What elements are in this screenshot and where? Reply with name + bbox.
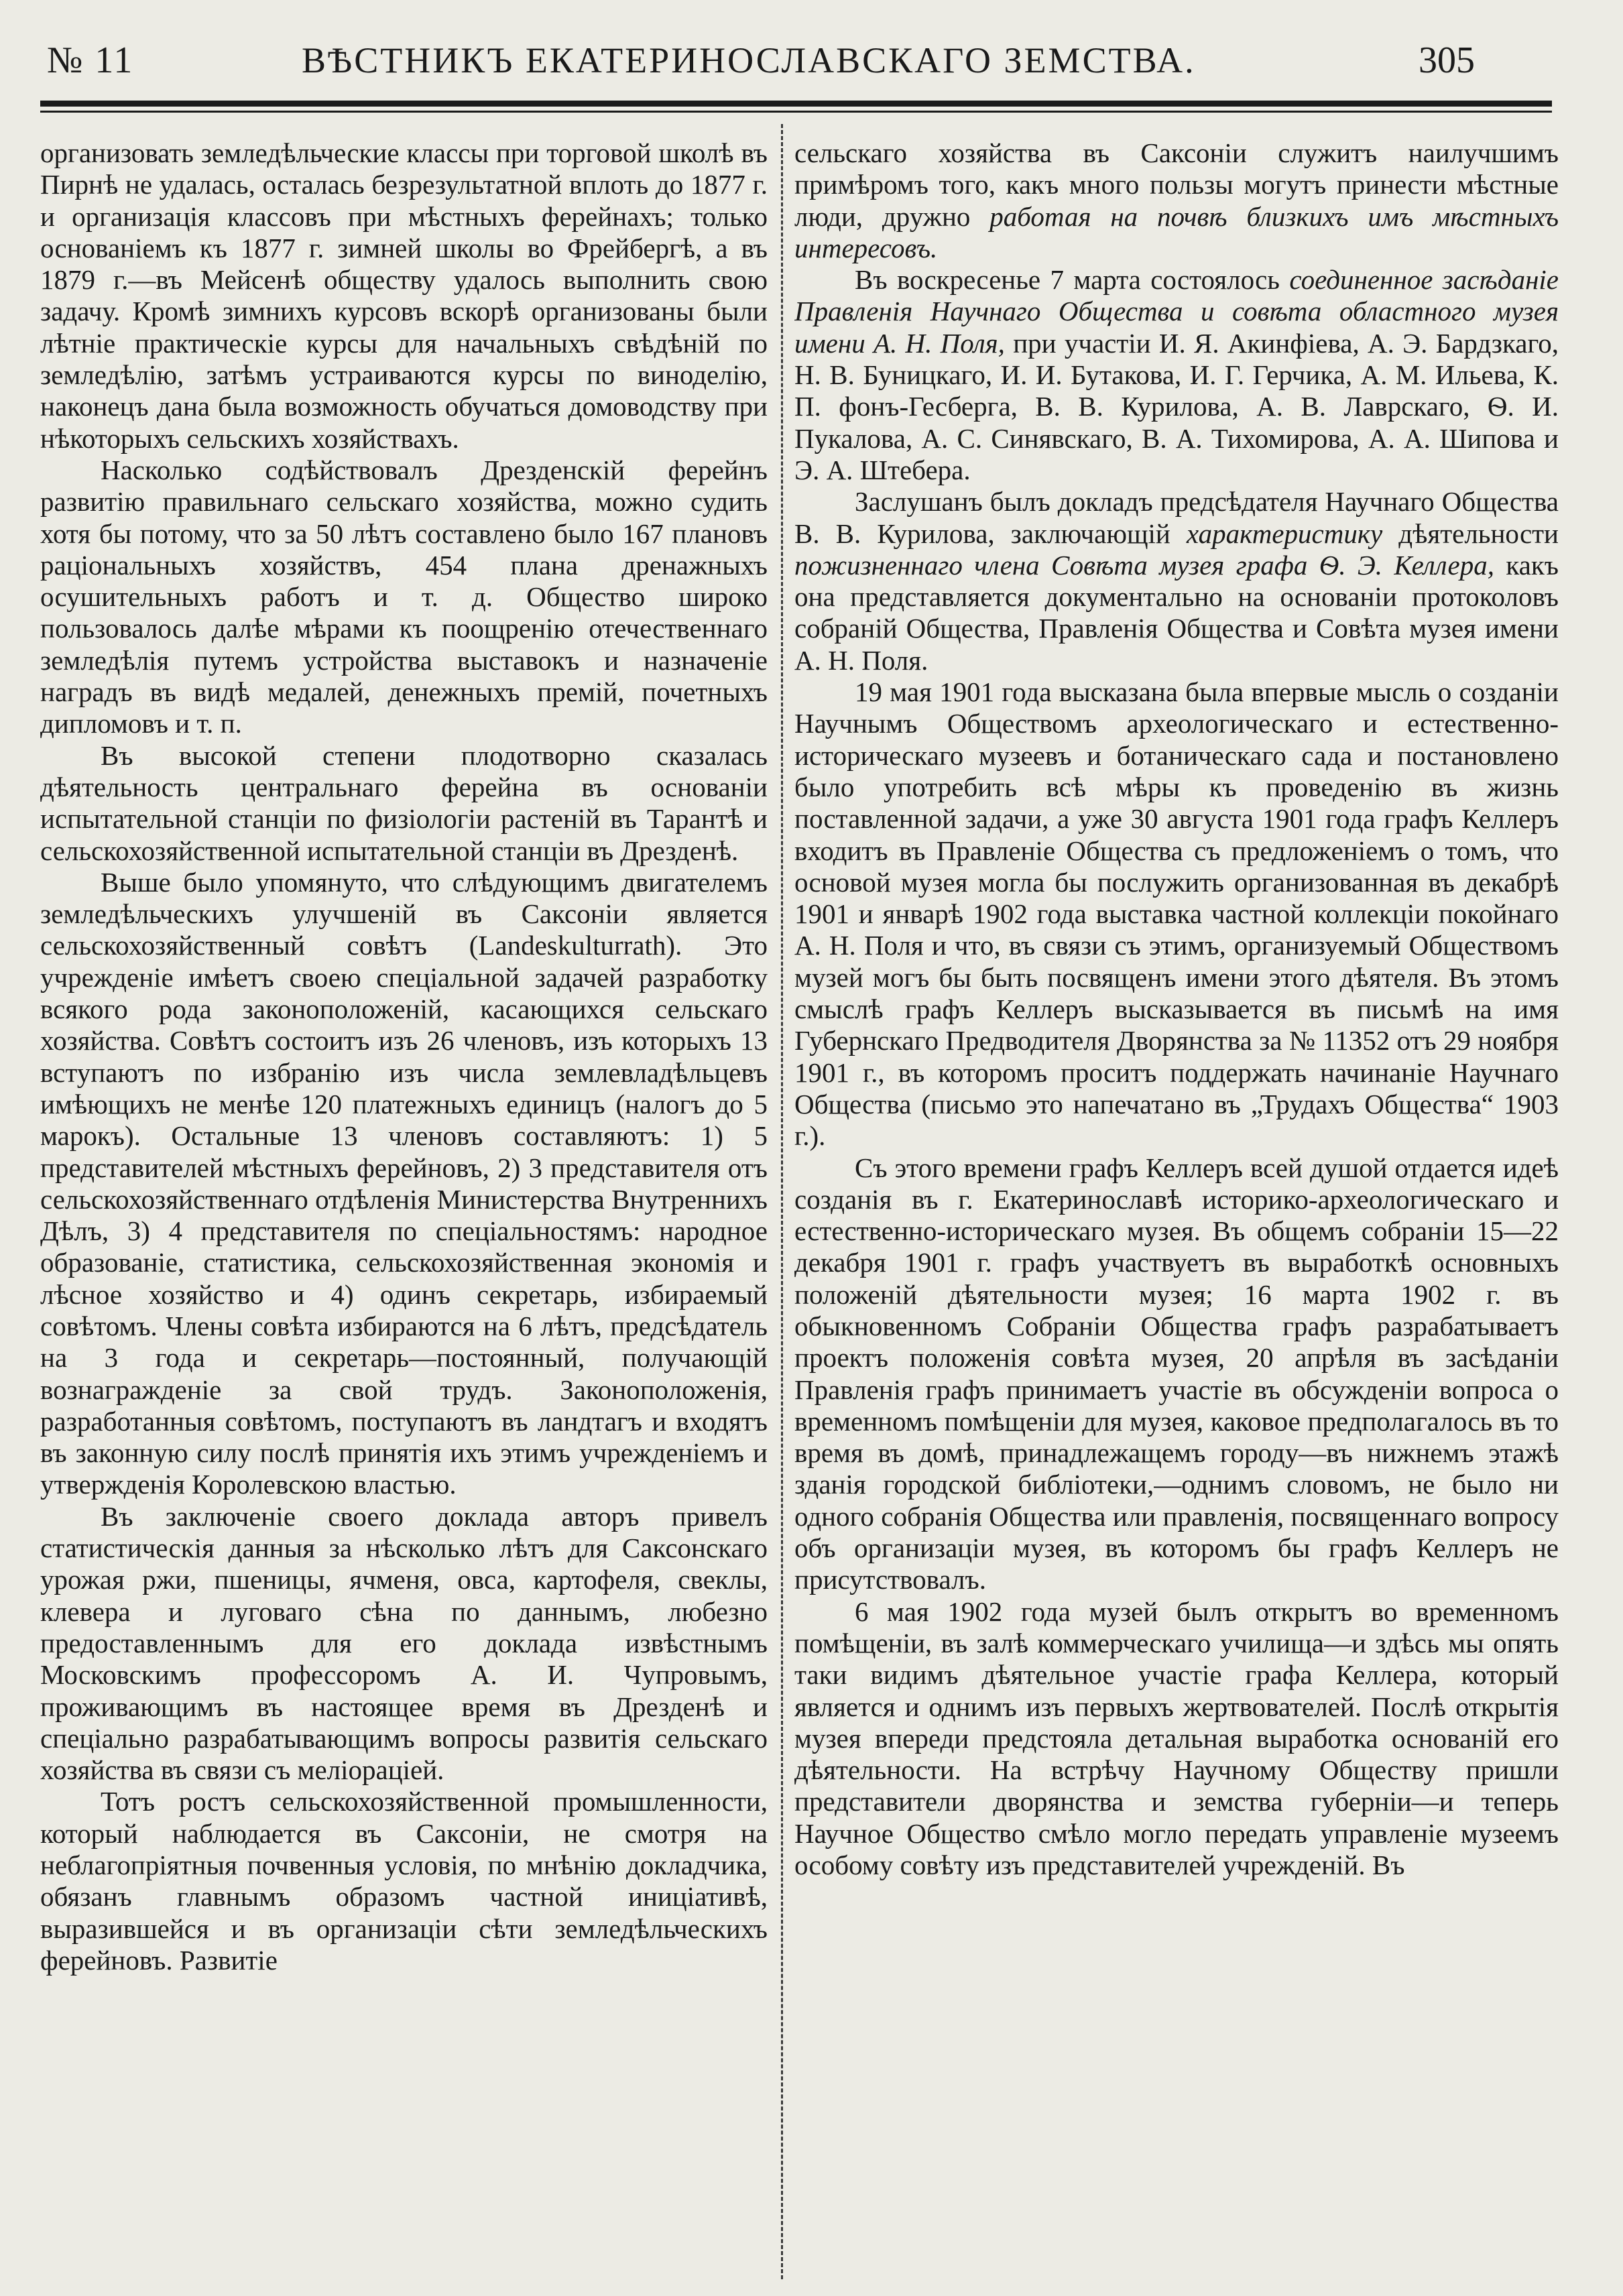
paragraph: Насколько содѣйствовалъ Дрезденскій ферейнъ развитію правильнаго сельскаго хозяйства, можно судить хотя бы потому, что за 50 лѣтъ составлено было 167 плановъ раціональныхъ хозяйствъ, 454 плана дренажныхъ осушительныхъ работъ и т. д. Общество широко пользовалось далѣе мѣрами къ поощренію отечественнаго земледѣлія путемъ устройства выставокъ и назначеніе наградъ въ видѣ медалей, денежныхъ премій, почетныхъ дипломовъ и т. п. <box>40 454 768 739</box>
italic-text: характеристику <box>1186 518 1383 549</box>
paragraph-text: сельскаго хозяйства въ Саксоніи служитъ наилучшимъ примѣромъ того, какъ много пользы могутъ принести мѣстные люди, дружно <box>794 137 1559 232</box>
paragraph-text: какъ она представляется документально на основаніи протоколовъ собраній Общества, Правленія Общества и Совѣта музея имени А. Н. Поля. <box>794 549 1559 676</box>
header-rule-thin <box>40 111 1552 113</box>
paragraph: Въ заключеніе своего доклада авторъ привелъ статистическія данныя за нѣсколько лѣтъ для Саксонскаго урожая ржи, пшеницы, ячменя, овса, картофеля, свеклы, клевера и луговаго сѣна по даннымъ, любезно предоставленнымъ для его доклада извѣстнымъ Московскимъ профессоромъ А. И. Чупровымъ, проживающимъ въ настоящее время въ Дрезденѣ и спеціально разрабатывающимъ вопросы развитія сельскаго хозяйства въ связи съ меліораціей. <box>40 1500 768 1786</box>
header-rule-thick <box>40 101 1552 107</box>
paragraph <box>794 486 1559 676</box>
paragraph <box>794 264 1559 486</box>
paragraph: организовать земледѣльческие классы при торговой школѣ въ Пирнѣ не удалась, осталась безрезультатной вплоть до 1877 г. и организація классовъ при мѣстныхъ ферейнахъ; только основаніемъ къ 1877 г. зимней школы во Фрейбергѣ, а въ 1879 г.—въ Мейсенѣ обществу удалось выполнить свою задачу. Кромѣ зимнихъ курсовъ вскорѣ организованы были лѣтніе практическіе курсы для начальныхъ свѣдѣній по земледѣлію, затѣмъ устраиваются курсы по виноделію, наконецъ дана была возможность обучаться домоводству при нѣкоторыхъ сельскихъ хозяйствахъ. <box>40 137 768 454</box>
paragraph: Тотъ ростъ сельскохозяйственной промышленности, который наблюдается въ Саксоніи, не смотря на неблагопріятныя почвенныя условія, по мнѣнію докладчика, обязанъ главнымъ образомъ частной иниціативѣ, выразившейся и въ организаціи сѣти земледѣльческихъ ферейновъ. Развитіе <box>40 1786 768 1976</box>
paragraph: Съ этого времени графъ Келлеръ всей душой отдается идеѣ созданія въ г. Екатеринославѣ историко-археологическаго и естественно-историческаго музея. Въ общемъ собраніи 15—22 декабря 1901 г. графъ участвуетъ въ выработкѣ основныхъ положеній дѣятельности музея; 16 марта 1902 г. въ обыкновенномъ Собраніи Общества графъ разрабатываетъ проектъ положенія совѣта музея, 20 апрѣля въ засѣданіи Правленія графъ принимаетъ участіе въ обсужденіи вопроса о временномъ помѣщеніи для музея, каковое предполагалось въ то время въ домѣ, принадлежащемъ городу—въ нижнемъ этажѣ зданія городской библіотеки,—однимъ словомъ, не было ни одного собранія Общества или правленія, посвященнаго вопросу объ организаціи музея, въ которомъ бы графъ Келлеръ не присутствовалъ. <box>794 1152 1559 1595</box>
italic-text: пожизненнаго члена Совѣта музея графа Ѳ. Э. Келлера, <box>794 549 1494 581</box>
right-column <box>794 137 1559 2276</box>
page-header <box>47 37 1475 84</box>
italic-text: работая на почвѣ близкихъ имъ мѣстныхъ интересовъ. <box>794 200 1559 263</box>
paragraph: 19 мая 1901 года высказана была впервые мысль о созданіи Научнымъ Обществомъ археологическаго и естественно-историческаго музеевъ и ботаническаго сада и постановлено было употребить всѣ мѣры къ проведенію въ жизнь поставленной задачи, а уже 30 августа 1901 года графъ Келлеръ входитъ въ Правленіе Общества съ предложеніемъ о томъ, что основой музея могла бы послужить организованная въ декабрѣ 1901 и январѣ 1902 года выставка частной коллекціи покойнаго А. Н. Поля и что, въ связи съ этимъ, организуемый Обществомъ музей могъ бы быть посвященъ имени этого дѣятеля. Въ этомъ смыслѣ графъ Келлеръ высказывается въ письмѣ на имя Губернскаго Предводителя Дворянства за № 11352 отъ 29 ноября 1901 г., въ которомъ проситъ поддержать начинаніе Научнаго Общества (письмо это напечатано въ „Трудахъ Общества“ 1903 г.). <box>794 676 1559 1152</box>
paragraph <box>794 137 1559 264</box>
issue-number: № 11 <box>47 40 134 81</box>
paragraph: 6 мая 1902 года музей былъ открытъ во временномъ помѣщеніи, въ залѣ коммерческаго училища—и здѣсь мы опять таки видимъ дѣятельное участіе графа Келлера, который является и однимъ изъ первыхъ жертвователей. Послѣ открытія музея впереди предстояла детальная выработка основаній его дѣятельности. На встрѣчу Научному Обществу пришли представители дворянства и земства губерніи—и теперь Научное Общество смѣло могло передать управленіе музеемъ особому совѣту изъ представителей учрежденій. Въ <box>794 1595 1559 1881</box>
paragraph-text: дѣятельности <box>1382 518 1559 549</box>
paragraph-text: Въ воскресенье 7 марта состоялось <box>855 264 1290 296</box>
journal-title: ВѢСТНИКЪ ЕКАТЕРИНОСЛАВСКАГО ЗЕМСТВА. <box>302 40 1196 80</box>
paragraph: Въ высокой степени плодотворно сказалась дѣятельность центральнаго ферейна въ основаніи испытательной станціи по физіологіи растеній въ Тарантѣ и сельскохозяйственной испытательной станціи въ Дрезденѣ. <box>40 739 768 866</box>
paragraph-text: при участіи И. Я. Акинфіева, А. Э. Бардзкаго, Н. В. Буницкаго, И. И. Бутакова, И. Г. Герчика, А. М. Ильева, К. П. фонъ-Гесберга, В. В. Курилова, А. В. Лаврскаго, Ѳ. И. Пукалова, А. С. Синявскаго, В. А. Тихомирова, А. А. Шипова и Э. А. Штебера. <box>794 327 1559 485</box>
left-column <box>40 137 768 2276</box>
column-divider <box>781 124 783 2279</box>
italic-text: соединенное засѣданіе Правленія Научнаго Общества и совѣта областного музея имени А. Н. Поля, <box>794 264 1559 359</box>
page-number: 305 <box>1419 40 1475 81</box>
paragraph-text: Заслушанъ былъ докладъ предсѣдателя Научнаго Общества В. В. Курилова, заключающій <box>794 486 1559 549</box>
paragraph: Выше было упомянуто, что слѣдующимъ двигателемъ земледѣльческихъ улучшеній въ Саксоніи является сельскохозяйственный совѣтъ (Landeskulturrath). Это учрежденіе имѣетъ своею спеціальной задачей разработку всякого рода законоположеній, касающихся сельскаго хозяйства. Совѣтъ состоитъ изъ 26 членовъ, изъ которыхъ 13 вступаютъ по избранію изъ числа землевладѣльцевъ имѣющихъ не менѣе 120 платежныхъ единицъ (налогъ до 5 марокъ). Остальные 13 членовъ составляютъ: 1) 5 представителей мѣстныхъ ферейновъ, 2) 3 представителя отъ сельскохозяйственнаго отдѣленія Министерства Внутреннихъ Дѣлъ, 3) 4 представителя по спеціальностямъ: народное образованіе, статистика, сельскохозяйственная экономія и лѣсное хозяйство и 4) одинъ секретарь, избираемый совѣтомъ. Члены совѣта избираются на 6 лѣтъ, предсѣдатель на 3 года и секретарь—постоянный, получающій вознагражденіе за свой трудъ. Законоположенія, разработанныя совѣтомъ, поступаютъ въ ландтагъ и входятъ въ законную силу послѣ принятія ихъ этимъ учрежденіемъ и утвержденія Королевскою властью. <box>40 866 768 1500</box>
